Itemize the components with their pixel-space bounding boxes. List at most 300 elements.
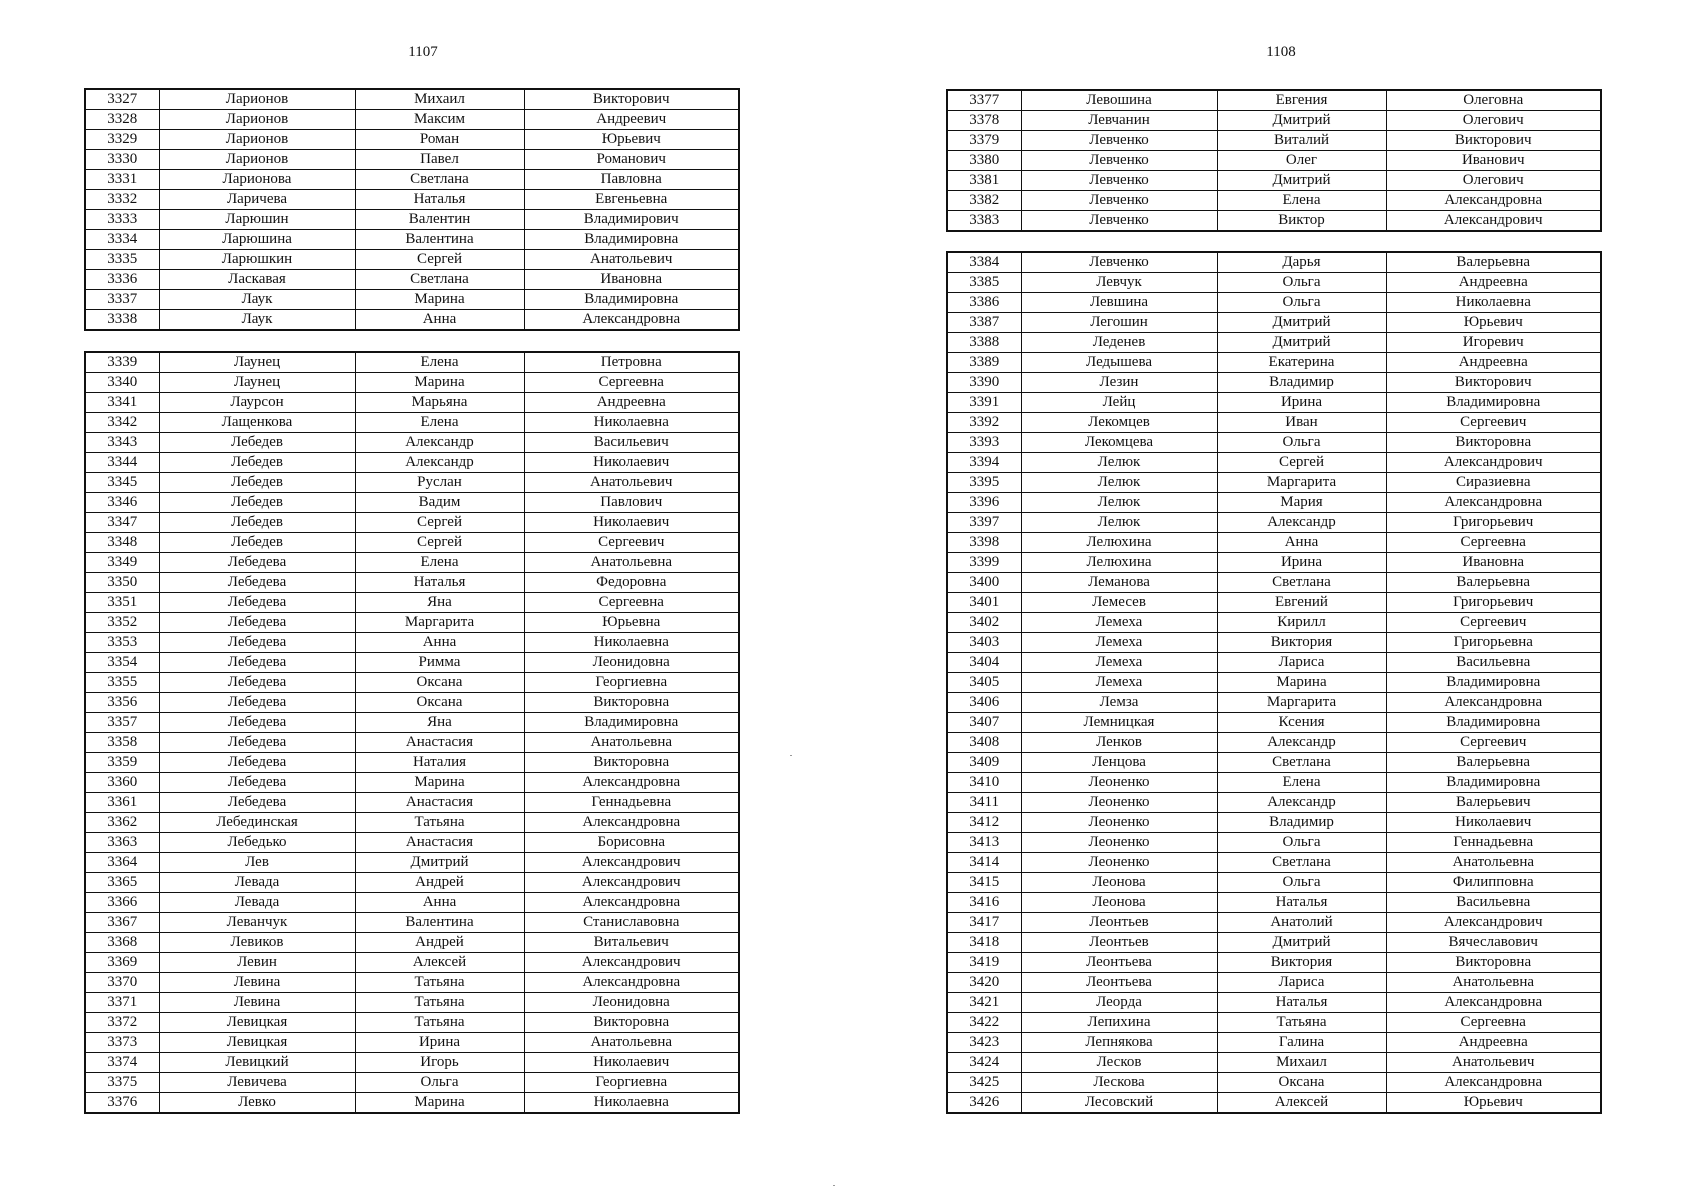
record-number-cell: 3401 <box>947 593 1021 613</box>
table-row <box>85 393 739 413</box>
table-row <box>947 413 1601 433</box>
table-row <box>85 973 739 993</box>
last-name-cell: Леманова <box>1021 573 1217 593</box>
patronymic-cell: Сергеевна <box>524 593 739 613</box>
last-name-cell: Левчук <box>1021 273 1217 293</box>
first-name-cell: Анна <box>355 310 524 331</box>
first-name-cell: Виктория <box>1217 953 1386 973</box>
record-number-cell: 3414 <box>947 853 1021 873</box>
record-number-cell: 3393 <box>947 433 1021 453</box>
table-row <box>85 110 739 130</box>
first-name-cell: Татьяна <box>355 813 524 833</box>
record-number-cell: 3383 <box>947 211 1021 232</box>
table-row <box>85 453 739 473</box>
record-number-cell: 3399 <box>947 553 1021 573</box>
first-name-cell: Екатерина <box>1217 353 1386 373</box>
patronymic-cell: Александровна <box>524 773 739 793</box>
patronymic-cell: Олегович <box>1386 111 1601 131</box>
patronymic-cell: Романович <box>524 150 739 170</box>
table-row <box>85 873 739 893</box>
first-name-cell: Игорь <box>355 1053 524 1073</box>
first-name-cell: Валентина <box>355 913 524 933</box>
first-name-cell: Светлана <box>1217 753 1386 773</box>
record-number-cell: 3349 <box>85 553 159 573</box>
record-number-cell: 3396 <box>947 493 1021 513</box>
first-name-cell: Дмитрий <box>355 853 524 873</box>
last-name-cell: Лебедева <box>159 573 355 593</box>
last-name-cell: Ларюшина <box>159 230 355 250</box>
last-name-cell: Лелюк <box>1021 513 1217 533</box>
table-row <box>85 1073 739 1093</box>
patronymic-cell: Александрович <box>1386 453 1601 473</box>
table-row <box>947 773 1601 793</box>
first-name-cell: Иван <box>1217 413 1386 433</box>
patronymic-cell: Витальевич <box>524 933 739 953</box>
patronymic-cell: Александровна <box>1386 191 1601 211</box>
record-number-cell: 3358 <box>85 733 159 753</box>
patronymic-cell: Николаевна <box>524 633 739 653</box>
record-number-cell: 3365 <box>85 873 159 893</box>
patronymic-cell: Николаевна <box>1386 293 1601 313</box>
table-row <box>947 252 1601 273</box>
table-row <box>947 373 1601 393</box>
patronymic-cell: Леонидовна <box>524 653 739 673</box>
patronymic-cell: Олегович <box>1386 171 1601 191</box>
record-number-cell: 3400 <box>947 573 1021 593</box>
last-name-cell: Лебедев <box>159 433 355 453</box>
first-name-cell: Павел <box>355 150 524 170</box>
patronymic-cell: Валерьевич <box>1386 793 1601 813</box>
record-number-cell: 3371 <box>85 993 159 1013</box>
last-name-cell: Лекомцева <box>1021 433 1217 453</box>
record-number-cell: 3404 <box>947 653 1021 673</box>
first-name-cell: Светлана <box>1217 573 1386 593</box>
last-name-cell: Лебедев <box>159 473 355 493</box>
patronymic-cell: Александровна <box>524 813 739 833</box>
record-number-cell: 3366 <box>85 893 159 913</box>
table-row <box>85 130 739 150</box>
patronymic-cell: Борисовна <box>524 833 739 853</box>
first-name-cell: Евгений <box>1217 593 1386 613</box>
first-name-cell: Максим <box>355 110 524 130</box>
last-name-cell: Ларичева <box>159 190 355 210</box>
last-name-cell: Лесков <box>1021 1053 1217 1073</box>
last-name-cell: Лемницкая <box>1021 713 1217 733</box>
patronymic-cell: Сергеевич <box>1386 413 1601 433</box>
last-name-cell: Лаунец <box>159 373 355 393</box>
first-name-cell: Дарья <box>1217 252 1386 273</box>
last-name-cell: Лаук <box>159 310 355 331</box>
record-number-cell: 3329 <box>85 130 159 150</box>
table-row <box>947 393 1601 413</box>
first-name-cell: Владимир <box>1217 373 1386 393</box>
record-number-cell: 3327 <box>85 89 159 110</box>
patronymic-cell: Николаевич <box>524 513 739 533</box>
first-name-cell: Елена <box>355 553 524 573</box>
last-name-cell: Леоненко <box>1021 853 1217 873</box>
first-name-cell: Оксана <box>355 693 524 713</box>
patronymic-cell: Федоровна <box>524 573 739 593</box>
first-name-cell: Марина <box>355 773 524 793</box>
first-name-cell: Елена <box>355 413 524 433</box>
record-number-cell: 3357 <box>85 713 159 733</box>
table-row <box>85 933 739 953</box>
table-row <box>947 533 1601 553</box>
patronymic-cell: Сергеевич <box>524 533 739 553</box>
record-number-cell: 3390 <box>947 373 1021 393</box>
table-row <box>85 210 739 230</box>
table-row <box>947 613 1601 633</box>
first-name-cell: Валентин <box>355 210 524 230</box>
first-name-cell: Ксения <box>1217 713 1386 733</box>
patronymic-cell: Николаевна <box>524 413 739 433</box>
first-name-cell: Анна <box>355 633 524 653</box>
last-name-cell: Леонтьева <box>1021 953 1217 973</box>
patronymic-cell: Валерьевна <box>1386 252 1601 273</box>
first-name-cell: Дмитрий <box>1217 313 1386 333</box>
last-name-cell: Лев <box>159 853 355 873</box>
last-name-cell: Леванчук <box>159 913 355 933</box>
first-name-cell: Алексей <box>355 953 524 973</box>
last-name-cell: Лебедев <box>159 493 355 513</box>
last-name-cell: Левошина <box>1021 90 1217 111</box>
first-name-cell: Александр <box>1217 733 1386 753</box>
first-name-cell: Анна <box>355 893 524 913</box>
patronymic-cell: Юрьевич <box>1386 1093 1601 1114</box>
first-name-cell: Ирина <box>1217 553 1386 573</box>
first-name-cell: Светлана <box>355 270 524 290</box>
patronymic-cell: Викторовна <box>524 1013 739 1033</box>
first-name-cell: Виктория <box>1217 633 1386 653</box>
table-row <box>947 433 1601 453</box>
record-number-cell: 3374 <box>85 1053 159 1073</box>
last-name-cell: Ледышева <box>1021 353 1217 373</box>
table-row <box>85 493 739 513</box>
patronymic-cell: Александрович <box>1386 913 1601 933</box>
table-row <box>85 633 739 653</box>
last-name-cell: Леоненко <box>1021 833 1217 853</box>
patronymic-cell: Ивановна <box>524 270 739 290</box>
last-name-cell: Левиков <box>159 933 355 953</box>
record-number-cell: 3408 <box>947 733 1021 753</box>
patronymic-cell: Александрович <box>1386 211 1601 232</box>
record-number-cell: 3350 <box>85 573 159 593</box>
table-row <box>85 170 739 190</box>
first-name-cell: Кирилл <box>1217 613 1386 633</box>
record-number-cell: 3360 <box>85 773 159 793</box>
record-number-cell: 3377 <box>947 90 1021 111</box>
last-name-cell: Левченко <box>1021 171 1217 191</box>
last-name-cell: Левицкая <box>159 1013 355 1033</box>
table-row <box>85 473 739 493</box>
last-name-cell: Лелюк <box>1021 493 1217 513</box>
patronymic-cell: Александрович <box>524 873 739 893</box>
patronymic-cell: Владимировна <box>1386 773 1601 793</box>
patronymic-cell: Александровна <box>1386 993 1601 1013</box>
table-row <box>947 1073 1601 1093</box>
patronymic-cell: Александровна <box>524 310 739 331</box>
patronymic-cell: Олеговна <box>1386 90 1601 111</box>
table-row <box>947 973 1601 993</box>
last-name-cell: Лемеха <box>1021 633 1217 653</box>
table-row <box>947 293 1601 313</box>
table-row <box>947 513 1601 533</box>
last-name-cell: Лебедева <box>159 793 355 813</box>
record-number-cell: 3367 <box>85 913 159 933</box>
first-name-cell: Марина <box>355 290 524 310</box>
record-number-cell: 3419 <box>947 953 1021 973</box>
patronymic-cell: Александровна <box>1386 693 1601 713</box>
patronymic-cell: Филипповна <box>1386 873 1601 893</box>
first-name-cell: Ирина <box>355 1033 524 1053</box>
record-number-cell: 3330 <box>85 150 159 170</box>
last-name-cell: Левицкая <box>159 1033 355 1053</box>
record-number-cell: 3343 <box>85 433 159 453</box>
table-row <box>85 733 739 753</box>
first-name-cell: Роман <box>355 130 524 150</box>
table-row <box>947 1013 1601 1033</box>
table-row <box>85 270 739 290</box>
first-name-cell: Александр <box>1217 513 1386 533</box>
first-name-cell: Руслан <box>355 473 524 493</box>
first-name-cell: Наталья <box>355 190 524 210</box>
first-name-cell: Римма <box>355 653 524 673</box>
last-name-cell: Лемесев <box>1021 593 1217 613</box>
patronymic-cell: Григорьевна <box>1386 633 1601 653</box>
last-name-cell: Левшина <box>1021 293 1217 313</box>
patronymic-cell: Александровна <box>524 973 739 993</box>
patronymic-cell: Павлович <box>524 493 739 513</box>
table-row <box>85 513 739 533</box>
table-row <box>947 493 1601 513</box>
last-name-cell: Левин <box>159 953 355 973</box>
record-number-cell: 3425 <box>947 1073 1021 1093</box>
record-number-cell: 3337 <box>85 290 159 310</box>
first-name-cell: Ольга <box>1217 833 1386 853</box>
first-name-cell: Дмитрий <box>1217 933 1386 953</box>
patronymic-cell: Анатольевна <box>524 733 739 753</box>
last-name-cell: Лаунец <box>159 352 355 373</box>
last-name-cell: Левина <box>159 973 355 993</box>
registry-table-left-2 <box>84 351 740 1114</box>
record-number-cell: 3369 <box>85 953 159 973</box>
patronymic-cell: Викторовна <box>524 753 739 773</box>
table-row <box>947 993 1601 1013</box>
table-row <box>85 310 739 331</box>
first-name-cell: Вадим <box>355 493 524 513</box>
patronymic-cell: Владимировна <box>1386 713 1601 733</box>
record-number-cell: 3410 <box>947 773 1021 793</box>
patronymic-cell: Владимировна <box>524 230 739 250</box>
first-name-cell: Яна <box>355 713 524 733</box>
first-name-cell: Владимир <box>1217 813 1386 833</box>
record-number-cell: 3416 <box>947 893 1021 913</box>
last-name-cell: Лебедева <box>159 733 355 753</box>
record-number-cell: 3415 <box>947 873 1021 893</box>
table-row <box>947 90 1601 111</box>
first-name-cell: Татьяна <box>1217 1013 1386 1033</box>
last-name-cell: Левада <box>159 873 355 893</box>
first-name-cell: Олег <box>1217 151 1386 171</box>
last-name-cell: Лепихина <box>1021 1013 1217 1033</box>
last-name-cell: Лебедева <box>159 713 355 733</box>
table-row <box>85 713 739 733</box>
record-number-cell: 3340 <box>85 373 159 393</box>
first-name-cell: Мария <box>1217 493 1386 513</box>
record-number-cell: 3363 <box>85 833 159 853</box>
first-name-cell: Лариса <box>1217 973 1386 993</box>
table-row <box>947 713 1601 733</box>
patronymic-cell: Владимировна <box>1386 393 1601 413</box>
table-row <box>947 1033 1601 1053</box>
last-name-cell: Левченко <box>1021 191 1217 211</box>
table-row <box>947 453 1601 473</box>
table-row <box>85 1053 739 1073</box>
page-number-right: 1108 <box>1266 44 1296 60</box>
last-name-cell: Лелюхина <box>1021 533 1217 553</box>
table-row <box>85 833 739 853</box>
patronymic-cell: Андреевна <box>1386 273 1601 293</box>
first-name-cell: Марьяна <box>355 393 524 413</box>
table-row <box>85 89 739 110</box>
table-row <box>85 352 739 373</box>
patronymic-cell: Юрьевич <box>524 130 739 150</box>
table-row <box>947 211 1601 232</box>
table-row <box>85 953 739 973</box>
record-number-cell: 3335 <box>85 250 159 270</box>
first-name-cell: Ольга <box>1217 273 1386 293</box>
first-name-cell: Светлана <box>355 170 524 190</box>
first-name-cell: Анастасия <box>355 733 524 753</box>
patronymic-cell: Валерьевна <box>1386 573 1601 593</box>
last-name-cell: Леонтьев <box>1021 913 1217 933</box>
record-number-cell: 3392 <box>947 413 1021 433</box>
patronymic-cell: Сергеевич <box>1386 613 1601 633</box>
record-number-cell: 3361 <box>85 793 159 813</box>
patronymic-cell: Игоревич <box>1386 333 1601 353</box>
last-name-cell: Ленков <box>1021 733 1217 753</box>
last-name-cell: Ларюшин <box>159 210 355 230</box>
record-number-cell: 3387 <box>947 313 1021 333</box>
last-name-cell: Левко <box>159 1093 355 1114</box>
first-name-cell: Татьяна <box>355 973 524 993</box>
table-row <box>85 673 739 693</box>
patronymic-cell: Григорьевич <box>1386 593 1601 613</box>
record-number-cell: 3397 <box>947 513 1021 533</box>
first-name-cell: Сергей <box>355 533 524 553</box>
patronymic-cell: Геннадьевна <box>524 793 739 813</box>
first-name-cell: Валентина <box>355 230 524 250</box>
table-row <box>85 653 739 673</box>
record-number-cell: 3346 <box>85 493 159 513</box>
table-row <box>85 593 739 613</box>
first-name-cell: Ольга <box>1217 293 1386 313</box>
table-row <box>85 230 739 250</box>
last-name-cell: Лейц <box>1021 393 1217 413</box>
record-number-cell: 3402 <box>947 613 1021 633</box>
table-row <box>85 250 739 270</box>
record-number-cell: 3418 <box>947 933 1021 953</box>
registry-table-right-2 <box>946 251 1602 1114</box>
table-row <box>85 993 739 1013</box>
last-name-cell: Левада <box>159 893 355 913</box>
patronymic-cell: Иванович <box>1386 151 1601 171</box>
table-row <box>85 373 739 393</box>
patronymic-cell: Николаевич <box>524 453 739 473</box>
first-name-cell: Ольга <box>1217 433 1386 453</box>
first-name-cell: Александр <box>355 453 524 473</box>
patronymic-cell: Викторович <box>1386 373 1601 393</box>
patronymic-cell: Станиславовна <box>524 913 739 933</box>
last-name-cell: Леоненко <box>1021 813 1217 833</box>
patronymic-cell: Анатольевна <box>524 553 739 573</box>
first-name-cell: Галина <box>1217 1033 1386 1053</box>
patronymic-cell: Андреевич <box>524 110 739 130</box>
patronymic-cell: Сиразиевна <box>1386 473 1601 493</box>
record-number-cell: 3394 <box>947 453 1021 473</box>
first-name-cell: Андрей <box>355 933 524 953</box>
record-number-cell: 3348 <box>85 533 159 553</box>
patronymic-cell: Владимировна <box>1386 673 1601 693</box>
patronymic-cell: Александровна <box>1386 493 1601 513</box>
patronymic-cell: Владимировна <box>524 290 739 310</box>
record-number-cell: 3333 <box>85 210 159 230</box>
last-name-cell: Лебедева <box>159 633 355 653</box>
last-name-cell: Левченко <box>1021 131 1217 151</box>
first-name-cell: Елена <box>355 352 524 373</box>
record-number-cell: 3391 <box>947 393 1021 413</box>
first-name-cell: Дмитрий <box>1217 171 1386 191</box>
patronymic-cell: Георгиевна <box>524 1073 739 1093</box>
record-number-cell: 3403 <box>947 633 1021 653</box>
table-row <box>947 733 1601 753</box>
record-number-cell: 3338 <box>85 310 159 331</box>
patronymic-cell: Анатольевна <box>1386 853 1601 873</box>
first-name-cell: Маргарита <box>1217 473 1386 493</box>
patronymic-cell: Анатольевна <box>524 1033 739 1053</box>
table-row <box>947 893 1601 913</box>
first-name-cell: Татьяна <box>355 993 524 1013</box>
patronymic-cell: Анатольевич <box>524 473 739 493</box>
record-number-cell: 3332 <box>85 190 159 210</box>
record-number-cell: 3347 <box>85 513 159 533</box>
last-name-cell: Левчанин <box>1021 111 1217 131</box>
patronymic-cell: Николаевич <box>1386 813 1601 833</box>
first-name-cell: Михаил <box>1217 1053 1386 1073</box>
record-number-cell: 3398 <box>947 533 1021 553</box>
last-name-cell: Левченко <box>1021 211 1217 232</box>
first-name-cell: Сергей <box>355 250 524 270</box>
record-number-cell: 3422 <box>947 1013 1021 1033</box>
record-number-cell: 3342 <box>85 413 159 433</box>
table-row <box>85 433 739 453</box>
patronymic-cell: Викторович <box>1386 131 1601 151</box>
table-row <box>85 533 739 553</box>
patronymic-cell: Юрьевна <box>524 613 739 633</box>
patronymic-cell: Геннадьевна <box>1386 833 1601 853</box>
patronymic-cell: Александрович <box>524 853 739 873</box>
registry-table-left-1 <box>84 88 740 331</box>
last-name-cell: Лебедева <box>159 693 355 713</box>
patronymic-cell: Викторовна <box>1386 433 1601 453</box>
table-row <box>947 833 1601 853</box>
table-row <box>85 753 739 773</box>
last-name-cell: Лекомцев <box>1021 413 1217 433</box>
patronymic-cell: Викторовна <box>524 693 739 713</box>
first-name-cell: Андрей <box>355 873 524 893</box>
last-name-cell: Лебедева <box>159 753 355 773</box>
first-name-cell: Сергей <box>1217 453 1386 473</box>
